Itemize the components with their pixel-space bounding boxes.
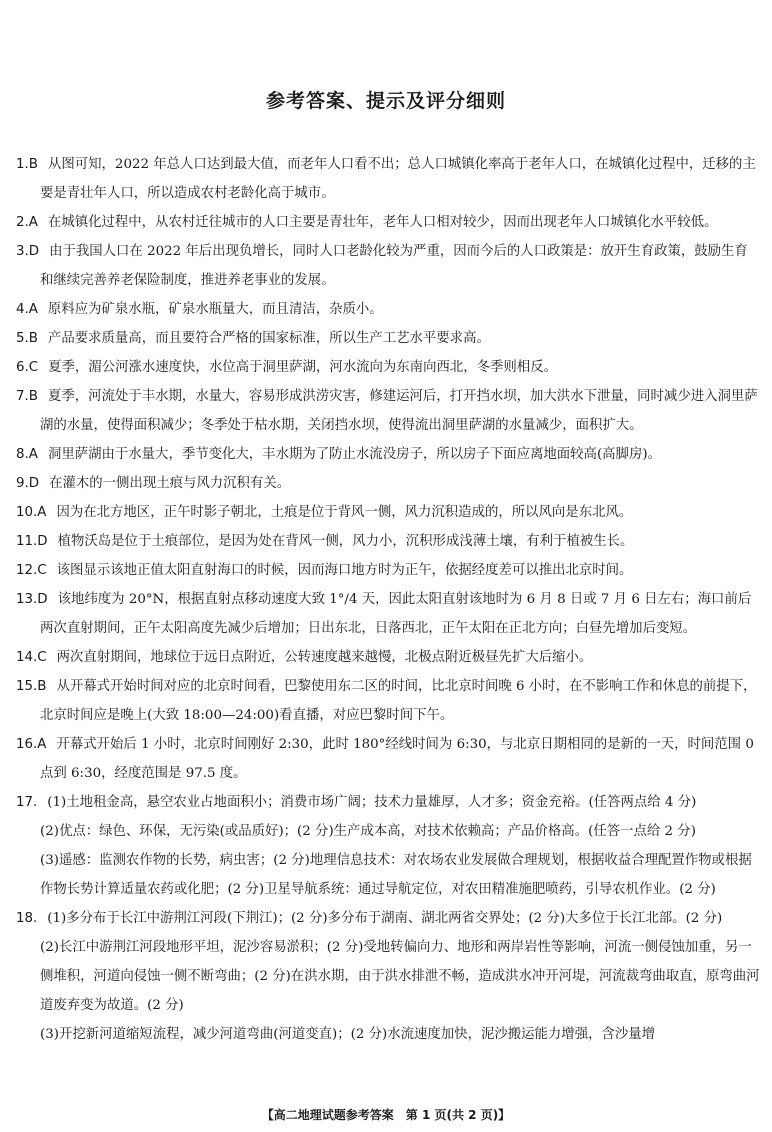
answer-number: 12.C xyxy=(16,563,47,578)
answer-subpart: (2)长江中游荆江河段地形平坦，泥沙容易淤积；(2 分)受地转偏向力、地形和两岸岩性等影响，河流一侧侵蚀加重，另一侧堆积，河道向侵蚀一侧不断弯曲；(2 分)在洪水期，由于洪水排泄不畅，造成洪水冲开河堤，河流裁弯曲取直，原弯曲河道废弃变为故道。(2 分) xyxy=(40,940,760,1013)
answer-item xyxy=(16,585,760,643)
answer-item xyxy=(16,353,760,382)
answer-text: 在城镇化过程中，从农村迁往城市的人口主要是青壮年，老年人口相对较少，因而出现老年人口城镇化水平较低。 xyxy=(47,215,718,230)
answer-item xyxy=(16,904,760,933)
answer-text: 两次直射期间，地球位于远日点附近，公转速度越来越慢，北极点附近极昼先扩大后缩小。 xyxy=(56,650,593,665)
page-footer: 【高二地理试题参考答案 第 1 页(共 2 页)】 xyxy=(261,1108,511,1122)
answer-item xyxy=(16,788,760,817)
page-title: 参考答案、提示及评分细则 xyxy=(265,90,506,112)
answer-number: 11.D xyxy=(16,534,48,549)
answer-number: 2.A xyxy=(16,215,38,230)
answer-item xyxy=(16,556,760,585)
answer-item xyxy=(16,440,760,469)
answer-text: 从图可知，2022 年总人口达到最大值，而老年人口看不出；总人口城镇化率高于老年人口，在城镇化过程中，迁移的主要是青壮年人口，所以造成农村老龄化高于城市。 xyxy=(40,157,756,201)
answer-text: (1)土地租金高，悬空农业占地面积小；消费市场广阔；技术力量雄厚，人才多；资金充裕。(任答两点给 4 分) xyxy=(47,795,697,810)
answer-text: 从开幕式开始时间对应的北京时间看，巴黎使用东二区的时间，比北京时间晚 6 小时，在不影响工作和休息的前提下，北京时间应是晚上(大致 18:00—24:00)看直播，对应巴黎时间下午。 xyxy=(40,679,757,723)
answer-text: 夏季，河流处于丰水期，水量大，容易形成洪涝灾害，修建运河后，打开挡水坝，加大洪水下泄量，同时减少进入洞里萨湖的水量，使得面积减少；冬季处于枯水期，关闭挡水坝，使得流出洞里萨湖的水量减少，面积扩大。 xyxy=(40,389,758,433)
answer-item xyxy=(16,469,760,498)
answer-item xyxy=(16,382,760,440)
answer-number: 7.B xyxy=(16,389,38,404)
answer-number: 18. xyxy=(16,911,38,926)
answer-number: 10.A xyxy=(16,505,47,520)
answer-number: 14.C xyxy=(16,650,47,665)
answer-number: 9.D xyxy=(16,476,40,491)
answer-text: 开幕式开始后 1 小时，北京时间刚好 2:30，此时 180°经线时间为 6:30，与北京日期相同的是新的一天，时间范围 0 点到 6:30，经度范围是 97.5 度。 xyxy=(40,737,754,781)
answer-number: 15.B xyxy=(16,679,47,694)
answer-number: 5.B xyxy=(16,331,38,346)
answer-item xyxy=(16,672,760,730)
answer-number: 1.B xyxy=(16,157,38,172)
answer-item xyxy=(16,208,760,237)
answer-item xyxy=(16,324,760,353)
answer-text: 由于我国人口在 2022 年后出现负增长，同时人口老龄化较为严重，因而今后的人口政策是：放开生育政策，鼓励生育和继续完善养老保险制度，推进养老事业的发展。 xyxy=(40,244,748,288)
answer-text: (1)多分布于长江中游荆江河段(下荆江)；(2 分)多分布于湖南、湖北两省交界处；(2 分)大多位于长江北部。(2 分) xyxy=(47,911,723,926)
answer-text: 该地纬度为 20°N，根据直射点移动速度大致 1°/4 天，因此太阳直射该地时为 6 月 8 日或 7 月 6 日左右；海口前后两次直射期间，正午太阳高度先减少后增加；日出东北，日落西北，正午太阳在正北方向；白昼先增加后变短。 xyxy=(40,592,752,636)
answer-number: 4.A xyxy=(16,302,38,317)
answer-number: 3.D xyxy=(16,244,40,259)
answer-subpart: (3)开挖新河道缩短流程，减少河道弯曲(河道变直)；(2 分)水流速度加快，泥沙搬运能力增强，含沙量增 xyxy=(40,1027,656,1042)
answer-number: 13.D xyxy=(16,592,48,607)
answer-item xyxy=(16,237,760,295)
answer-number: 17. xyxy=(16,795,38,810)
answer-number: 16.A xyxy=(16,737,47,752)
answer-text: 该图显示该地正值太阳直射海口的时候，因而海口地方时为正午，依据经度差可以推出北京时间。 xyxy=(56,563,633,578)
answer-item xyxy=(16,643,760,672)
answer-item xyxy=(16,527,760,556)
answer-text: 产品要求质量高，而且要符合严格的国家标准，所以生产工艺水平要求高。 xyxy=(47,331,490,346)
answer-item xyxy=(16,498,760,527)
answer-subpart: (2)优点：绿色、环保，无污染(或品质好)；(2 分)生产成本高，对技术依赖高；产品价格高。(任答一点给 2 分) xyxy=(40,824,696,839)
answer-item xyxy=(16,150,760,208)
answer-number: 8.A xyxy=(16,447,38,462)
answer-subpart: (3)遥感：监测农作物的长势，病虫害；(2 分)地理信息技术：对农场农业发展做合理规划，根据收益合理配置作物或根据作物长势计算适量农药或化肥；(2 分)卫星导航系统：通过导航定位，对农田精准施肥喷药，引导农机作业。(2 分) xyxy=(40,853,752,897)
answer-text: 因为在北方地区，正午时影子朝北，土痕是位于背风一侧，风力沉积造成的，所以风向是东北风。 xyxy=(56,505,633,520)
answer-item xyxy=(16,730,760,788)
answer-text: 在灌木的一侧出现土痕与风力沉积有关。 xyxy=(49,476,291,491)
answer-text: 夏季，湄公河涨水速度快，水位高于洞里萨湖，河水流向为东南向西北，冬季则相反。 xyxy=(48,360,557,375)
answer-text: 洞里萨湖由于水量大，季节变化大，丰水期为了防止水流没房子，所以房子下面应离地面较高(高脚房)。 xyxy=(47,447,661,462)
answer-item xyxy=(16,295,760,324)
answer-text: 原料应为矿泉水瓶，矿泉水瓶量大，而且清洁，杂质小。 xyxy=(47,302,383,317)
answer-list xyxy=(16,150,760,1049)
answer-number: 6.C xyxy=(16,360,39,375)
answer-text: 植物沃岛是位于土痕部位，是因为处在背风一侧，风力小，沉积形成浅薄土壤，有利于植被生长。 xyxy=(57,534,634,549)
